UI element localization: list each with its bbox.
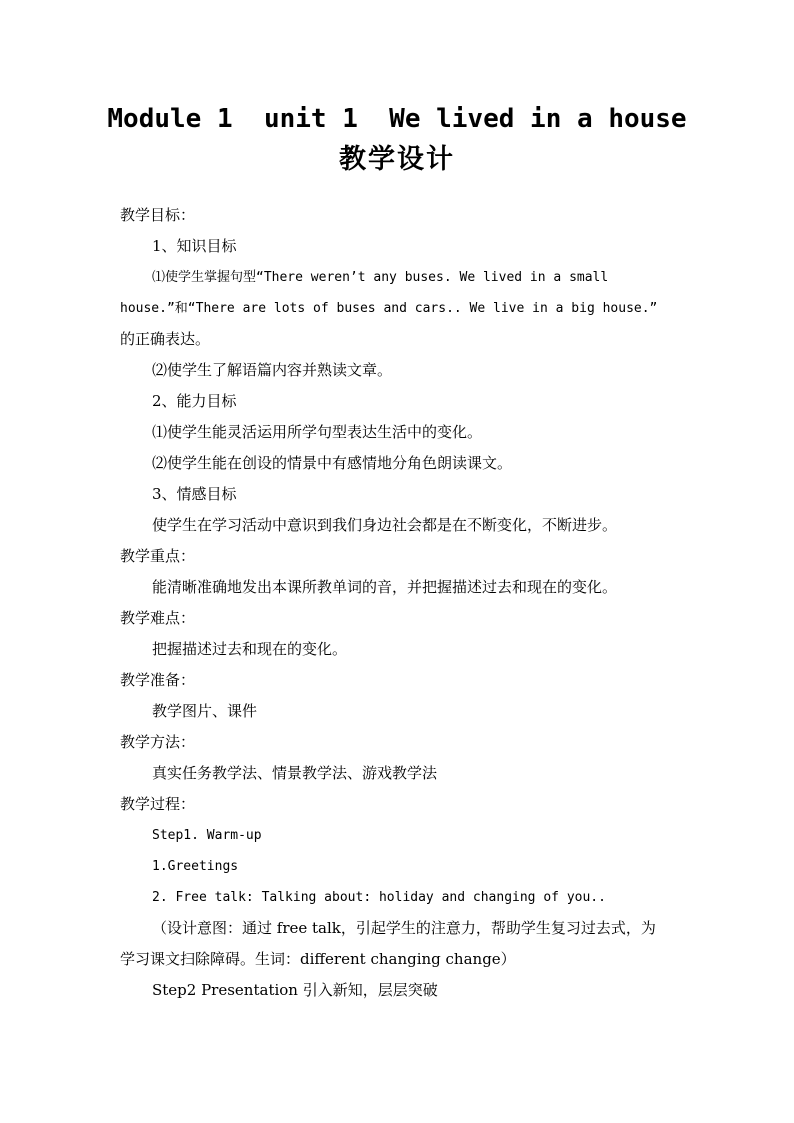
paragraph-line: 的正确表达。 [120,330,211,348]
step-heading: Step2 Presentation 引入新知，层层突破 [152,981,438,999]
section-heading-difficulties: 教学难点： [120,609,196,627]
document-title-chinese: 教学设计 [339,144,455,175]
paragraph-line: 1.Greetings [152,859,239,874]
paragraph-line: 学习课文扫除障碍。生词：different changing change） [120,950,516,968]
paragraph-line: 能清晰准确地发出本课所教单词的音，并把握描述过去和现在的变化。 [152,578,618,596]
section-heading-methods: 教学方法： [120,733,196,751]
paragraph-line: 把握描述过去和现在的变化。 [152,640,348,658]
paragraph-line: ⑴使学生掌握句型“There weren’t any buses. We lived in a small [152,270,609,285]
paragraph-line: 真实任务教学法、情景教学法、游戏教学法 [152,764,438,782]
document-body [120,200,680,1006]
section-heading-objectives: 教学目标： [120,206,196,224]
paragraph-line: 2. Free talk: Talking about: holiday and changing of you.. [152,890,606,905]
paragraph-line: house.”和“There are lots of buses and cars.. We live in a big house.” [120,301,658,316]
section-heading-preparation: 教学准备： [120,671,196,689]
paragraph-line: ⑵使学生能在创设的情景中有感情地分角色朗读课文。 [152,454,513,472]
section-heading-key-points: 教学重点： [120,547,196,565]
paragraph-line: ⑵使学生了解语篇内容并熟读文章。 [152,361,393,379]
step-heading: Step1. Warm-up [152,828,262,843]
paragraph-line: 教学图片、课件 [152,702,258,720]
paragraph-line: ⑴使学生能灵活运用所学句型表达生活中的变化。 [152,423,483,441]
paragraph-line: （设计意图：通过 free talk，引起学生的注意力，帮助学生复习过去式，为 [152,919,656,937]
subheading-ability-objectives: 2、能力目标 [152,392,237,410]
paragraph-line: 使学生在学习活动中意识到我们身边社会都是在不断变化，不断进步。 [152,516,618,534]
subheading-knowledge-objectives: 1、知识目标 [152,237,237,255]
document-title-english: Module 1 unit 1 We lived in a house [107,104,687,134]
section-heading-process: 教学过程： [120,795,196,813]
subheading-emotional-objectives: 3、情感目标 [152,485,237,503]
